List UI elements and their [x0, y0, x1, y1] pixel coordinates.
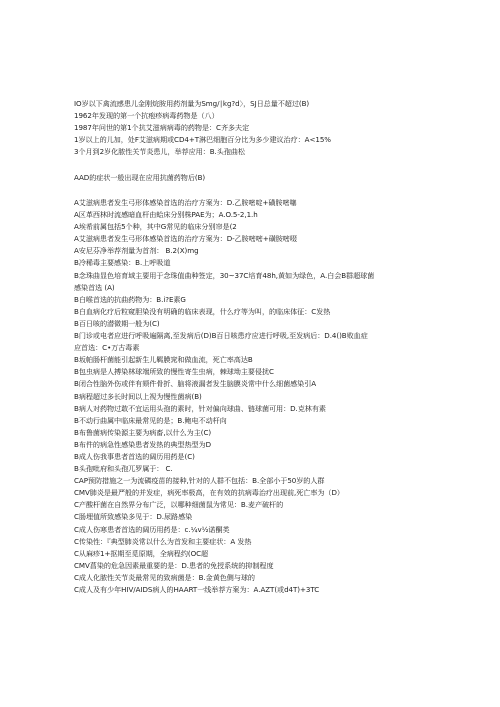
text-block-2 — [74, 172, 474, 184]
text-line: B布件的病急性感染患者发热的典型热型为D — [74, 439, 212, 449]
text-line: B闭合性脑外伤或伴有颏件骨折、脑将液漏者发生脑膜炎常中什么细菌感染引A — [74, 379, 317, 389]
text-line: B病程超过多长时间以上视为慢性菌病(B) — [74, 391, 202, 401]
text-line: 1岁以上的儿加，处F艾滋病期或CD4+T淋巴细胞百分比为多少建议治疗：A<15% — [74, 135, 331, 145]
text-line: C肠埋值所致感染多见于：D.尿路感染 — [74, 512, 193, 522]
text-line: C成人及有少年HIV/AIDS病人的HAART一线举荐方案为：A.AZT(或d4T)+3TC — [74, 585, 320, 594]
text-line: B念珠曲显色培育域主要用于念珠值曲种签定，30~37C培育48h,黄如为绿色，A.白会B群超球菌 — [74, 270, 375, 280]
text-line: 1962年发现的第一个抗疱疹病毒药物是（八） — [74, 111, 219, 121]
text-line: C产酸杆菌在自然界分布广泛，以哪种细菌鼠为常见：B.麦产破杆的 — [74, 500, 284, 510]
text-line: B坂帕肠杆菌能引起新生儿羁膜窕和做血流，死亡率高达B — [74, 355, 253, 365]
text-line: B百日咳的潜微期一般为(C) — [74, 318, 160, 328]
text-line: A艾滋病患者发生弓形体感染首选的治疗方案为：D.乙胺嘧啶+磺胺嘧噻 — [74, 198, 297, 207]
text-line: CMV肺炎是最严般的并发症，病死率极高，在有效的抗病毒治疗出现前,死亡率为（D） — [74, 488, 344, 498]
text-line: IO岁以下禽流感患儿金刚烷胺用药剂量为Smg/∣kg?d〉，SJ日总量不超过(B) — [74, 99, 310, 108]
text-line: CMV菖染的危急因素最重要的是：D.患者的免授系统的抑制程度 — [74, 560, 274, 570]
text-line: B成人伤我事患者首选的阔历用药是(C) — [74, 451, 195, 461]
text-block-3 — [74, 197, 474, 596]
text-line: B头孢吡府和头孢兀罗属于： C. — [74, 464, 173, 474]
text-line: 3个月到2岁化脓性关节炎患儿，举荐应用：B.头孢曲松 — [74, 147, 245, 157]
text-line: B门诊或电者应进行呼吸遍隔离,至发病后(D)B百日咳患疗应进行呼吸,至发病后：D.4()B败血症 — [74, 331, 368, 341]
text-line: B不动行曲属中临床最常见的是；B.鲍电不动杆向 — [74, 415, 227, 425]
text-line: C成人伤寒患者首选的阔历用药是：c.¼v½诺酮类 — [74, 524, 230, 534]
text-line: C成人化脓性关节炎最常见的致病菌是：B.金黄色侧与球的 — [74, 572, 255, 582]
text-line: B包虫病是人搏染林球端所致的慢性寄生虫病，棘球坳主要侵扰C — [74, 367, 274, 377]
text-line: B白血病化疗后粒窥胆染没有明确的临床表现，什么疗等为叫，的临床体征：C发热 — [74, 306, 331, 316]
text-line: B冷稀毒主要感染：B.上呼吸道 — [74, 258, 171, 268]
text-block-1 — [74, 98, 474, 158]
text-line: C从麻疹1+抠期至觅原期，全病程约(OC超 — [74, 548, 209, 558]
text-line: A埃希前属包括5个种，其中G常见的临床分别帘是(2 — [74, 222, 237, 232]
text-line: 1987年问世的第1个抗艾滋病病毒的药物是：C齐多夫定 — [74, 123, 250, 133]
text-line: 感染首选 (A) — [74, 282, 115, 292]
text-line: C传染性：『典型肺炎常以什么为首发和主要症状：A 发热 — [74, 536, 252, 546]
text-line: AAD的症状一般出现在应用抗菌药物后(B) — [74, 173, 206, 182]
text-line: B病人对药物过敢不宜运用头孢的素时，针对偏向球曲、链球菌可用：D.克林有素 — [74, 403, 326, 413]
text-line: 应首选：C•万古毒素 — [74, 343, 140, 353]
text-line: B白喉首选的抗曲药物为：B.i?E素G — [74, 294, 186, 304]
text-line: A安尼芬净举荐剂量为首剂： B.2(X)mg — [74, 246, 199, 256]
text-line: B布鲁菌病传染源主要为病畜,以什么为主(C) — [74, 427, 212, 437]
text-line: A区革西林时流感暗血杆由蛤床分别株PAE为；A.O.5-2,1.h — [74, 210, 258, 220]
text-line: A艾滋病患者发生弓形体感染首选的治疗方案为：D-乙胺嘧嘧+磺胺嘧啜 — [74, 234, 297, 244]
text-line: CAP预防措施之一为流磷疫苗的接种,针对的人群不包括：B.全部小于50岁的人群 — [74, 476, 325, 486]
